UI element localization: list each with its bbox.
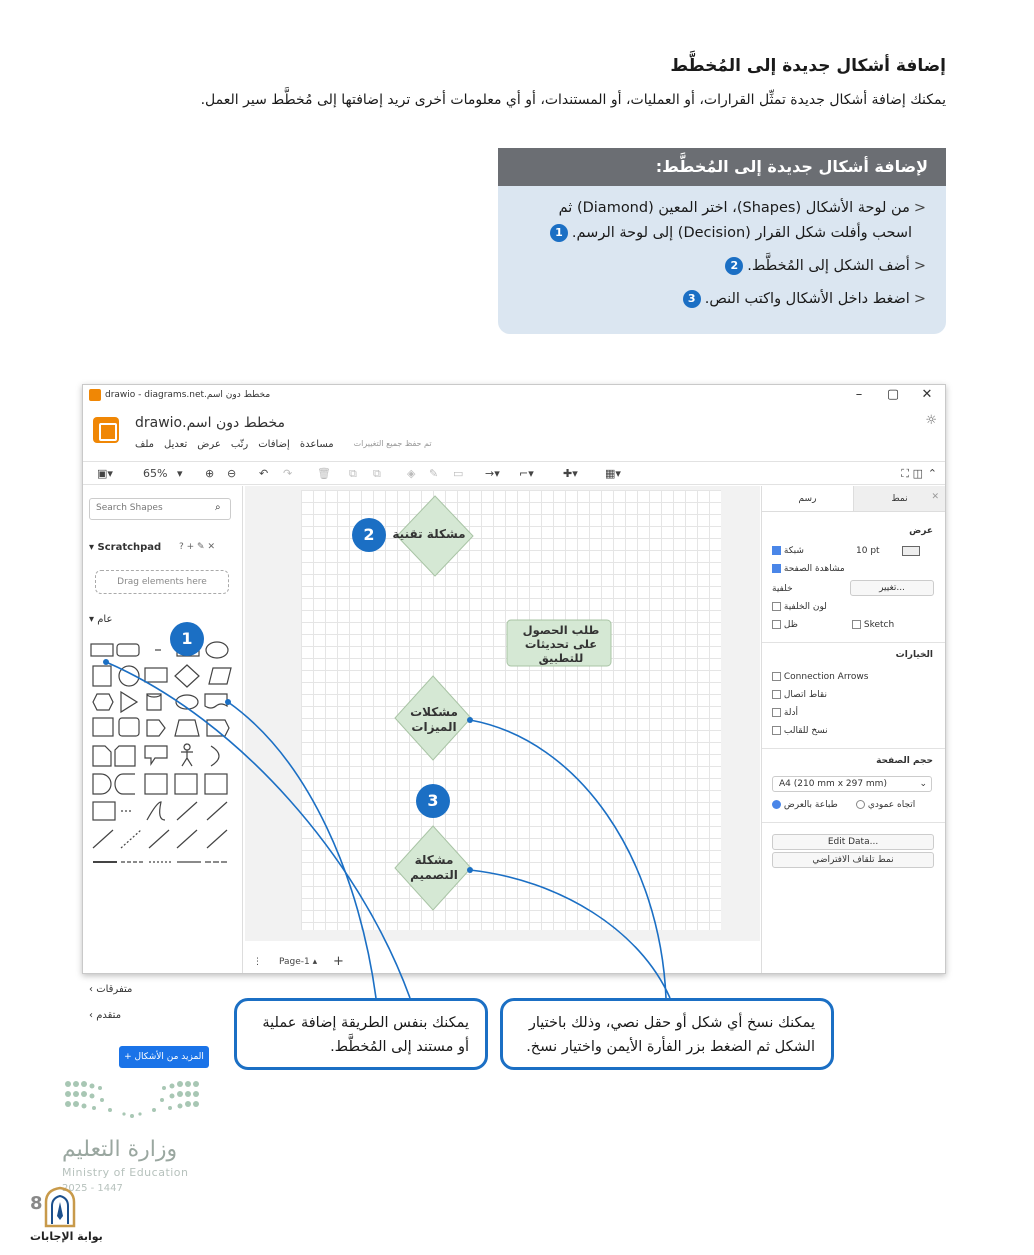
paper-size-value: A4 (210 mm x 297 mm) [779,779,887,789]
scratchpad-text: Scratchpad [97,542,162,553]
chevron-down-icon: ⌄ [919,779,927,789]
insert-icon[interactable]: ✚▾ [563,467,578,480]
ministry-name-ar: وزارة التعليم [62,1137,178,1162]
connector-line [470,870,670,998]
table-icon[interactable]: ▦▾ [605,467,621,480]
intro-paragraph: يمكنك إضافة أشكال جديدة تمثِّل القرارات، أو العمليات، أو المستندات، أو أي معلومات أخرى تريد إضافتها إلى مُخطَّط سير العمل. [200,92,946,108]
chevron-left-icon: < [913,291,926,307]
zoom-in-icon[interactable]: ⊕ [205,467,215,480]
step-1-text: من لوحة الأشكال (Shapes)، اختر المعين (Diamond) ثم [558,200,910,216]
fullscreen-icon[interactable]: ⛶ [901,467,909,480]
connector-dot [225,699,231,705]
format-panel-icon[interactable]: ◫ [912,467,923,480]
search-shapes-input[interactable]: Search Shapes [89,498,231,520]
undo-icon[interactable]: ↶ [259,467,269,480]
save-status: تم حفظ جميع التغييرات [353,439,432,448]
maximize-icon[interactable]: ▢ [886,387,900,402]
connection-icon[interactable]: →▾ [485,467,500,480]
more-shapes-button[interactable]: + المزيد من الأشكال [119,1046,209,1068]
file-name[interactable]: مخطط دون اسم.drawio [135,415,286,431]
page-view-label: مشاهدة الصفحة [783,564,845,574]
more-vertical-icon[interactable]: ⋮ [253,957,262,967]
collapse-icon[interactable]: ⌃ [927,467,937,480]
answers-portal-label: بوابة الإجابات [30,1230,103,1243]
advanced-shapes-header[interactable]: ‹ متقدم [89,1010,122,1021]
page-size-heading: حجم الصفحة [876,756,933,766]
scratchpad-drop-zone[interactable]: Drag elements here [95,570,229,594]
shadow-icon[interactable]: ▭ [453,467,464,480]
menu-arrange[interactable]: رتّب [230,439,249,450]
tab-style[interactable]: نمط [853,486,945,512]
to-front-icon[interactable]: ⧉ [349,467,357,480]
close-icon[interactable]: ✕ [921,387,933,402]
connector-line [228,702,376,998]
view-panel-icon[interactable]: ▣▾ [97,467,113,480]
grid-label: شبكة [783,546,804,556]
ministry-logo-icon [62,1078,202,1128]
chevron-left-icon: < [913,258,926,274]
scratchpad-label[interactable]: ▾ Scratchpad [89,542,162,553]
step-3-text: اضغط داخل الأشكال واكتب النص. [704,291,910,307]
step-2-text: أضف الشكل إلى المُخطَّط. [747,258,910,274]
redo-icon[interactable]: ↷ [283,467,293,480]
page-tab[interactable]: Page-1 ▴ [279,957,318,967]
connection-arrows-label: Connection Arrows [783,672,869,682]
step-badge: 3 [683,290,701,308]
view-heading: عرض [909,526,933,536]
page-number: 8 [30,1193,43,1214]
copy-shape-callout: يمكنك نسخ أي شكل أو حقل نصي، وذلك باختيار الشكل ثم الضغط بزر الفأرة الأيمن واختيار نسخ. [500,998,834,1070]
menu-extras[interactable]: إضافات [258,439,290,450]
menu-help[interactable]: مساعدة [299,439,334,450]
grid-size-input[interactable]: 10 pt [856,546,880,556]
connector-line [106,662,410,998]
connector-dot [467,867,473,873]
pin-3: 3 [416,784,450,818]
line-color-icon[interactable]: ✎ [429,467,439,480]
technical-problem-label: مشكلة تقنية [392,527,466,541]
pin-1: 1 [170,622,204,656]
page-tab-label: Page-1 [279,957,310,967]
step-1-text-2: اسحب وأفلت شكل القرار (Decision) إلى لوحة الرسم. [571,225,912,241]
chevron-left-icon: < [913,200,926,216]
zoom-out-icon[interactable]: ⊖ [227,467,237,480]
portrait-label: اتجاه عمودي [867,800,916,810]
step-badge: 1 [550,224,568,242]
close-icon[interactable]: ✕ [931,492,939,502]
chevron-down-icon[interactable]: ▾ [177,467,183,480]
general-shapes-header[interactable]: ▾ عام [89,614,113,625]
request-updates-label: طلب الحصول على تحديثات للتطبيق [522,623,600,665]
add-process-callout: يمكنك بنفس الطريقة إضافة عملية أو مستند إلى المُخطَّط. [234,998,488,1070]
tab-diagram[interactable]: رسم [762,486,853,512]
general-text: عام [97,614,113,625]
design-problem-label: مشكلة التصميم [410,853,458,882]
change-background-button[interactable]: تغيير... [850,580,934,596]
connector-dot [467,717,473,723]
window-title: مخطط دون اسم.drawio - diagrams.net [105,390,271,400]
delete-icon[interactable]: 🗑 [317,467,331,480]
zoom-level[interactable]: 65% [143,467,168,480]
fill-color-icon[interactable]: ◈ [407,467,416,480]
minimize-icon[interactable]: – [855,387,863,402]
connector-dot [103,659,109,665]
background-label: خلفية [772,584,793,594]
sketch-label: Sketch [863,620,895,630]
features-problem-label: مشكلات الميزات [410,705,458,734]
add-page-icon[interactable]: + [333,954,344,969]
search-icon[interactable]: ⌕ [215,502,221,513]
pin-2: 2 [352,518,386,552]
to-back-icon[interactable]: ⧉ [373,467,381,480]
misc-text: متفرقات [96,984,133,995]
guides-label: أدلة [783,708,798,718]
bg-color-label: لون الخلفية [783,602,827,612]
shadow-label: ظل [783,620,798,630]
step-badge: 2 [725,257,743,275]
misc-shapes-header[interactable]: ‹ متفرقات [89,984,133,995]
steps-title: لإضافة أشكال جديدة إلى المُخطَّط: [498,148,946,186]
menu-view[interactable]: عرض [197,439,221,450]
section-heading: إضافة أشكال جديدة إلى المُخطَّط [670,56,946,76]
scratchpad-tools[interactable]: ? + ✎ ✕ [179,542,215,552]
menu-edit[interactable]: تعديل [164,439,188,450]
edit-data-button[interactable]: Edit Data... [772,834,934,850]
copy-on-connect-label: نسخ للقالب [783,726,828,736]
connection-points-label: نقاط اتصال [783,690,827,700]
ministry-year: 2025 - 1447 [62,1183,123,1194]
waypoints-icon[interactable]: ⌐▾ [519,467,534,480]
portal-logo-icon [42,1186,78,1228]
sun-icon[interactable]: ☼ [925,413,937,428]
advanced-text: متقدم [96,1010,122,1021]
ministry-name-en: Ministry of Education [62,1166,189,1179]
menu-file[interactable]: ملف [135,439,155,450]
default-style-button[interactable]: نمط تلقاف الافتراضي [772,852,934,868]
landscape-label: طباعة بالعرض [783,800,838,810]
connector-line [470,720,666,998]
options-heading: الخيارات [895,650,933,660]
